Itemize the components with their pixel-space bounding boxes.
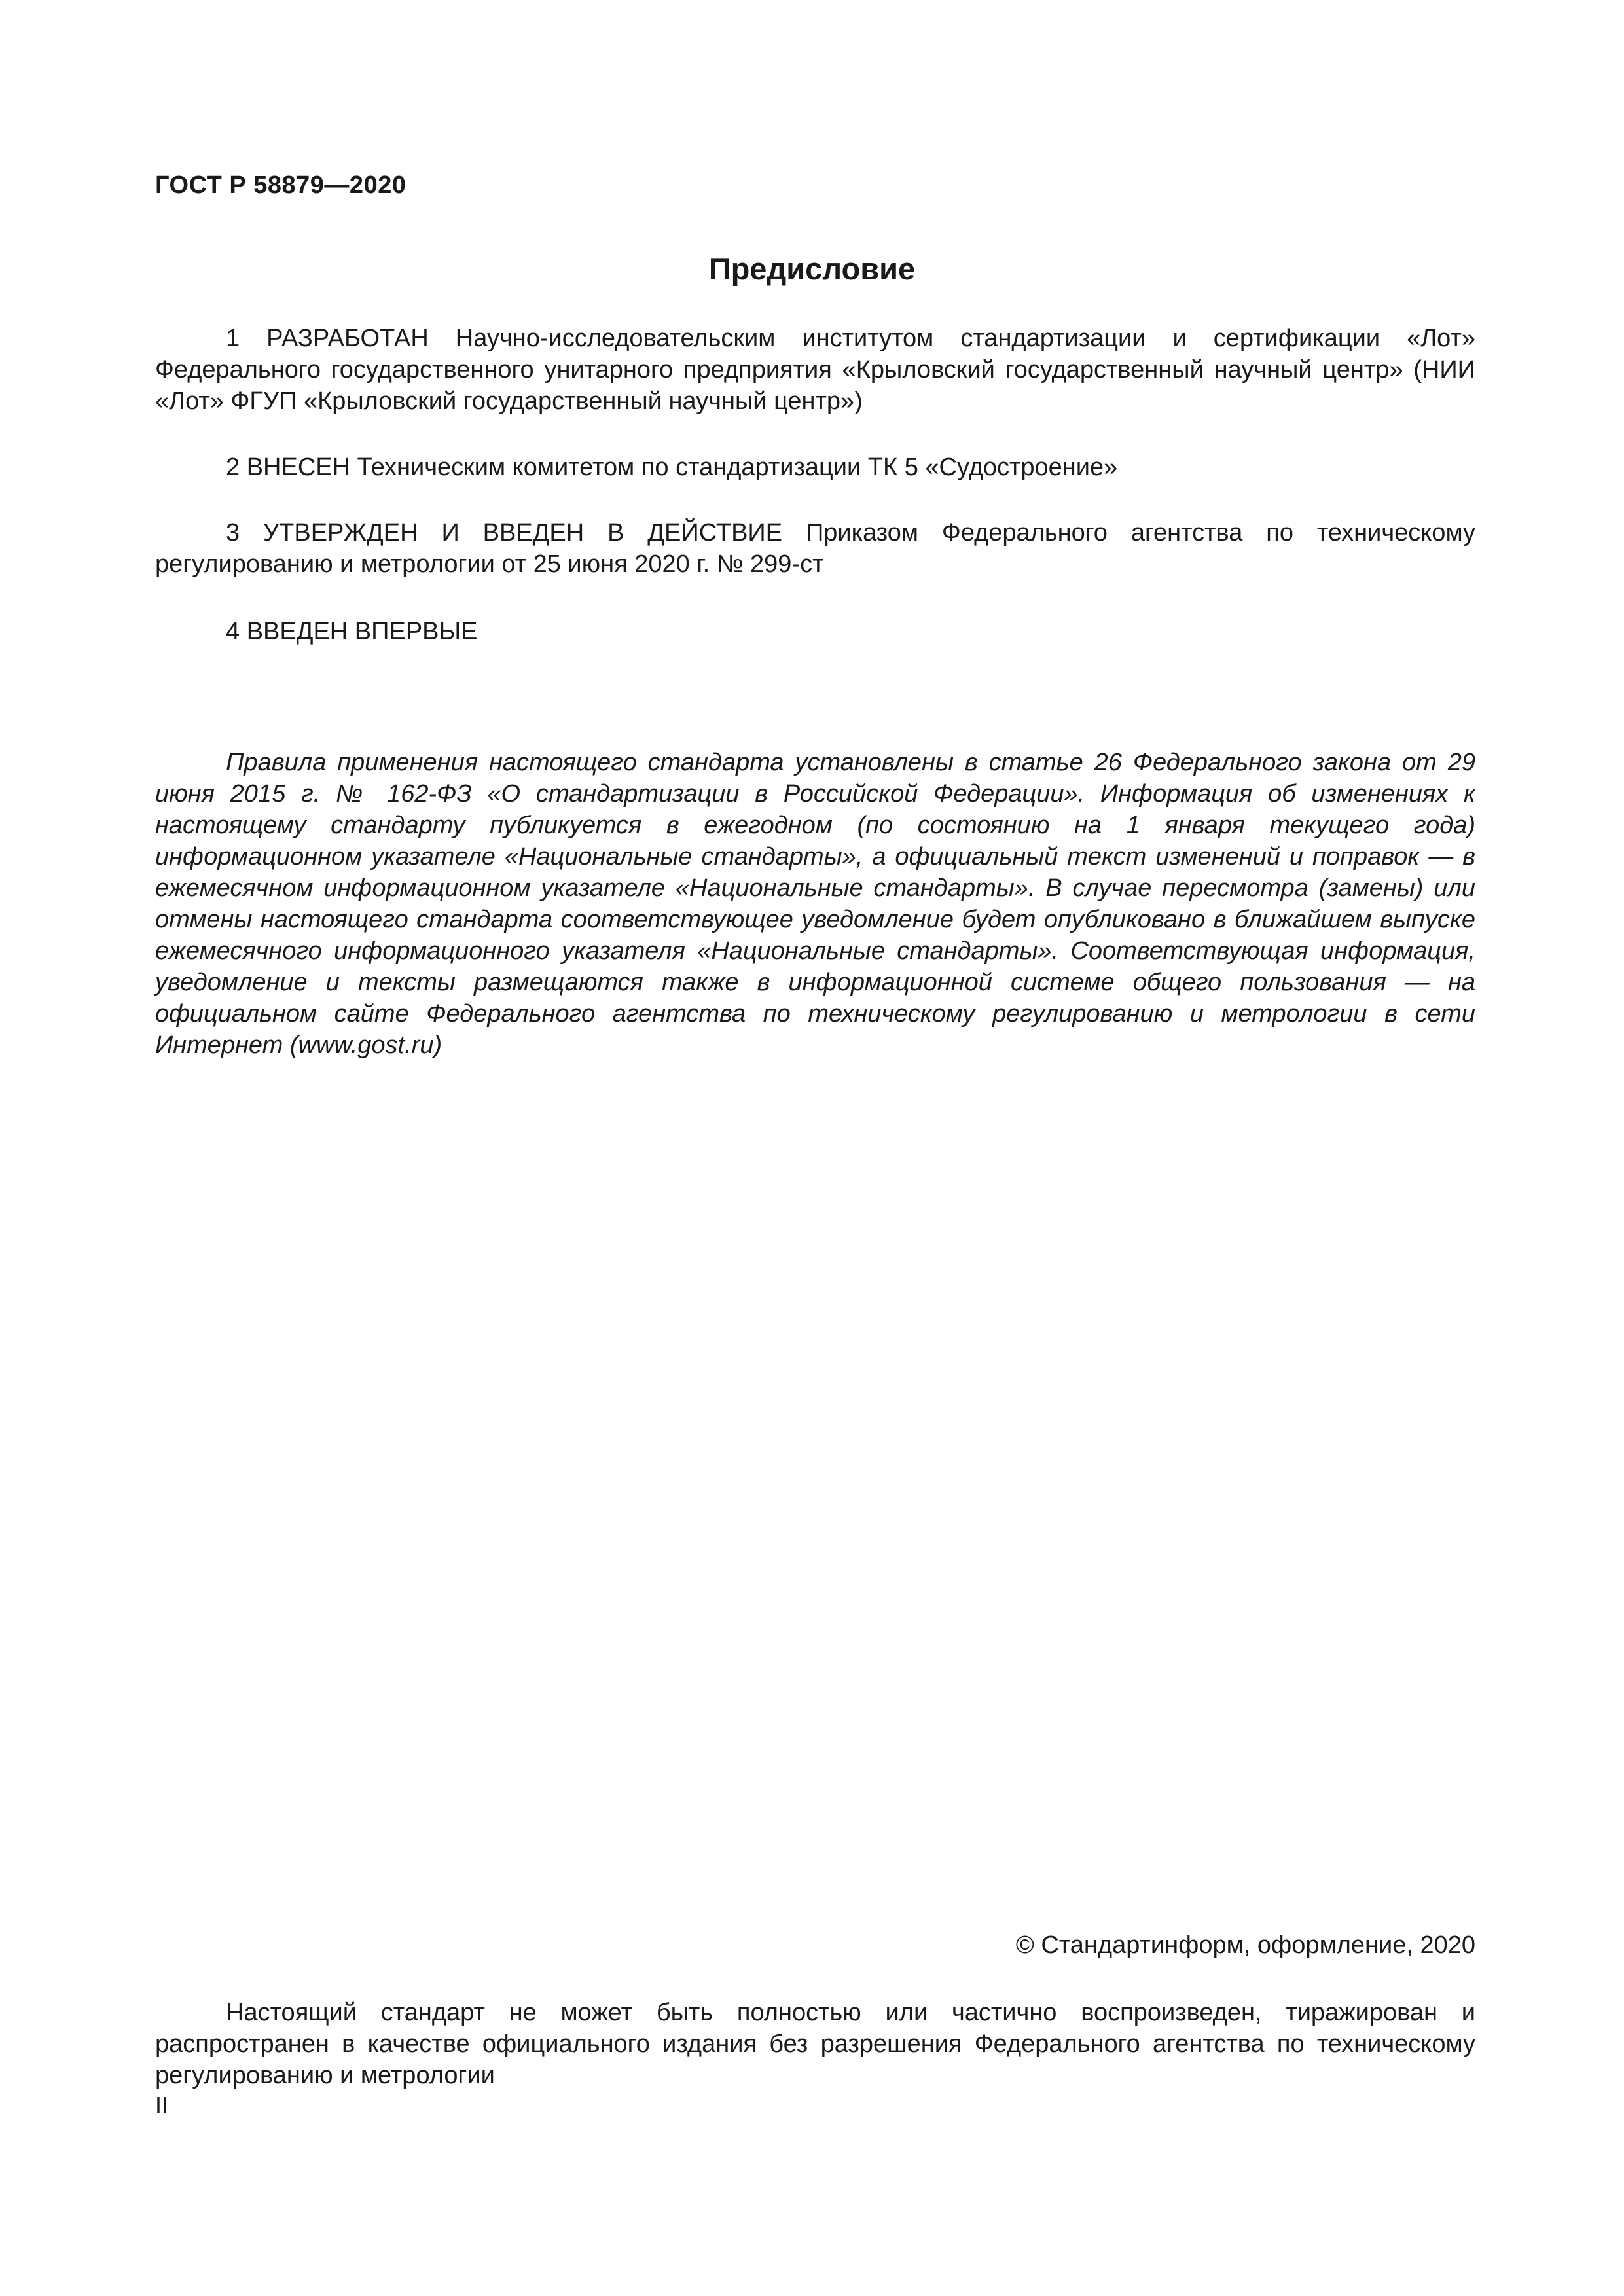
reproduction-notice: Настоящий стандарт не может быть полностью или частично воспроизведен, тиражирован и распространен в качестве официального издания без разрешения Федерального агентства по техническому регулированию и метрологии bbox=[155, 1999, 1475, 2089]
preface-item-introduced: 2 ВНЕСЕН Техническим комитетом по стандартизации ТК 5 «Судостроение» bbox=[226, 454, 1118, 481]
page-number: II bbox=[155, 2092, 169, 2119]
copyright-notice: © Стандартинформ, оформление, 2020 bbox=[1015, 1931, 1475, 1959]
preface-item-approved: 3 УТВЕРЖДЕН И ВВЕДЕН В ДЕЙСТВИЕ Приказом Федерального агентства по техническому регулированию и метрологии от 25 июня 2020 г. № 299-ст bbox=[155, 519, 1475, 578]
preface-item-developed: 1 РАЗРАБОТАН Научно-исследовательским институтом стандартизации и сертификации «Лот» Федерального государственного унитарного предприятия «Крыловский государственный научный центр» (НИИ «Лот» ФГУП «Крыловский государственный научный центр») bbox=[155, 325, 1475, 415]
preface-item-first-introduced: 4 ВВЕДЕН ВПЕРВЫЕ bbox=[226, 618, 478, 645]
application-rules-paragraph: Правила применения настоящего стандарта установлены в статье 26 Федерального закона от 29 июня 2015 г. № 162-ФЗ «О стандартизации в Российской Федерации». Информация об изменениях к настоящему стандарту публикуется в ежегодном (по состоянию на 1 января текущего года) информационном указателе «Национальные стандарты», а официальный текст изменений и поправок — в ежемесячном информационном указателе «Национальные стандарты». В случае пересмотра (замены) или отмены настоящего стандарта соответствующее уведомление будет опубликовано в ближайшем выпуске ежемесячного информационного указателя «Национальные стандарты». Соответствующая информация, уведомление и тексты размещаются также в информационной системе общего пользования — на официальном сайте Федерального агентства по техническому регулированию и метрологии в сети Интернет (www.gost.ru) bbox=[155, 749, 1475, 1059]
page-title: Предисловие bbox=[708, 251, 916, 286]
document-code: ГОСТ Р 58879—2020 bbox=[155, 171, 406, 199]
